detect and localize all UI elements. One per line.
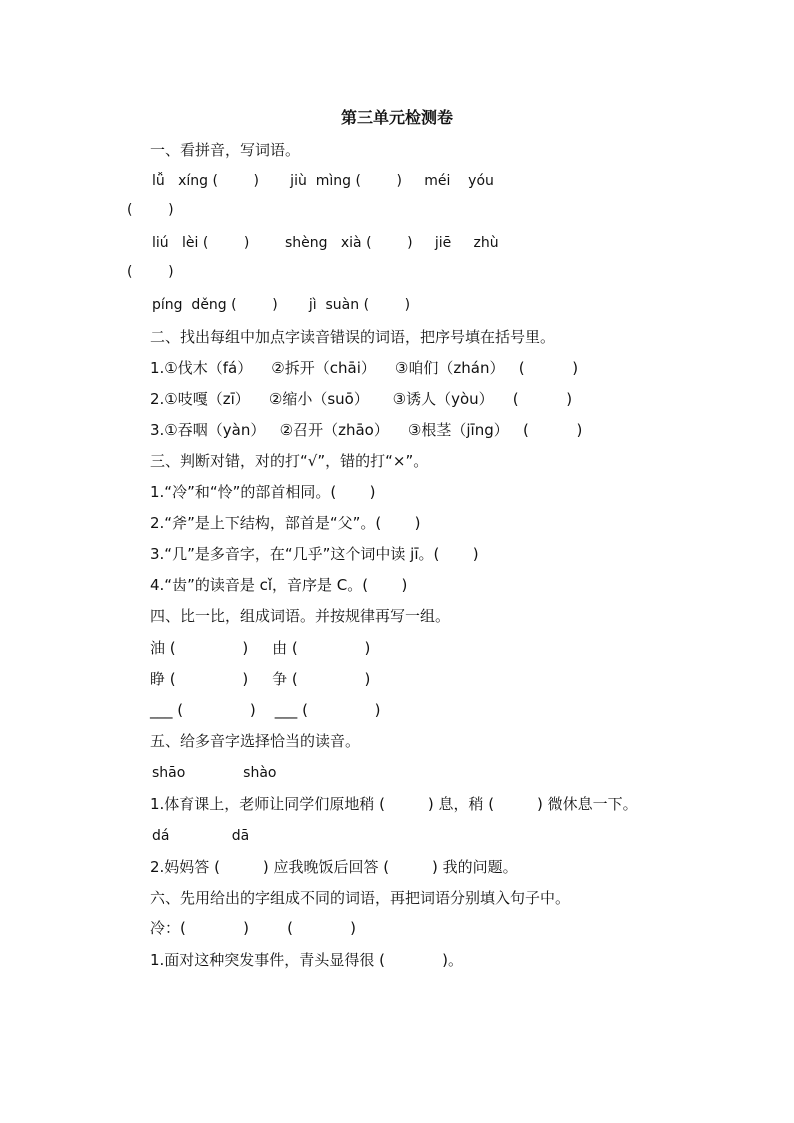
question-2-2: 2.①吱嘎（zī） ②缩小（suō） ③诱人（yòu） ( ): [150, 390, 573, 408]
pinyin-row-2-wrap: ( ): [127, 264, 174, 280]
page-title: 第三单元检测卷: [340, 108, 453, 127]
section-3-heading: 三、判断对错，对的打“√”，错的打“×”。: [150, 452, 429, 470]
pinyin-options-1: shāo shào: [152, 765, 277, 781]
question-3-3: 3.“几”是多音字，在“几乎”这个词中读 jī。( ): [150, 545, 479, 563]
question-6-1: 1.面对这种突发事件，青头显得很 ( )。: [150, 951, 464, 969]
section-1-heading: 一、看拼音，写词语。: [150, 141, 301, 159]
question-3-2: 2.“斧”是上下结构，部首是“父”。( ): [150, 514, 421, 532]
question-3-1: 1.“冷”和“怜”的部首相同。( ): [150, 483, 376, 501]
compare-row-1: 油 ( ) 由 ( ): [150, 639, 371, 657]
pinyin-options-2: dá dā: [152, 828, 250, 844]
section-4-heading: 四、比一比，组成词语。并按规律再写一组。: [150, 607, 451, 625]
section-6-heading: 六、先用给出的字组成不同的词语，再把词语分别填入句子中。: [150, 889, 571, 907]
question-5-1: 1.体育课上，老师让同学们原地稍 ( ) 息，稍 ( ) 微休息一下。: [150, 795, 638, 813]
pinyin-row-3: píng děng ( ) jì suàn ( ): [152, 297, 411, 313]
word-row-leng: 冷：( ) ( ): [150, 919, 356, 937]
section-5-heading: 五、给多音字选择恰当的读音。: [150, 732, 361, 750]
pinyin-row-1: lǚ xíng ( ) jiù mìng ( ) méi yóu: [152, 173, 494, 189]
question-2-1: 1.①伐木（fá） ②拆开（chāi） ③咱们（zhán） ( ): [150, 359, 579, 377]
pinyin-row-1-wrap: ( ): [127, 202, 174, 218]
question-5-2: 2.妈妈答 ( ) 应我晚饭后回答 ( ) 我的问题。: [150, 858, 518, 876]
pinyin-row-2: liú lèi ( ) shèng xià ( ) jiē zhù: [152, 235, 499, 251]
section-2-heading: 二、找出每组中加点字读音错误的词语，把序号填在括号里。: [150, 328, 556, 346]
compare-row-3: ___ ( ) ___ ( ): [150, 701, 381, 719]
compare-row-2: 睁 ( ) 争 ( ): [150, 670, 371, 688]
question-2-3: 3.①吞咽（yàn） ②召开（zhāo） ③根茎（jīng） ( ): [150, 421, 583, 439]
question-3-4: 4.“齿”的读音是 cǐ，音序是 C。( ): [150, 576, 408, 594]
